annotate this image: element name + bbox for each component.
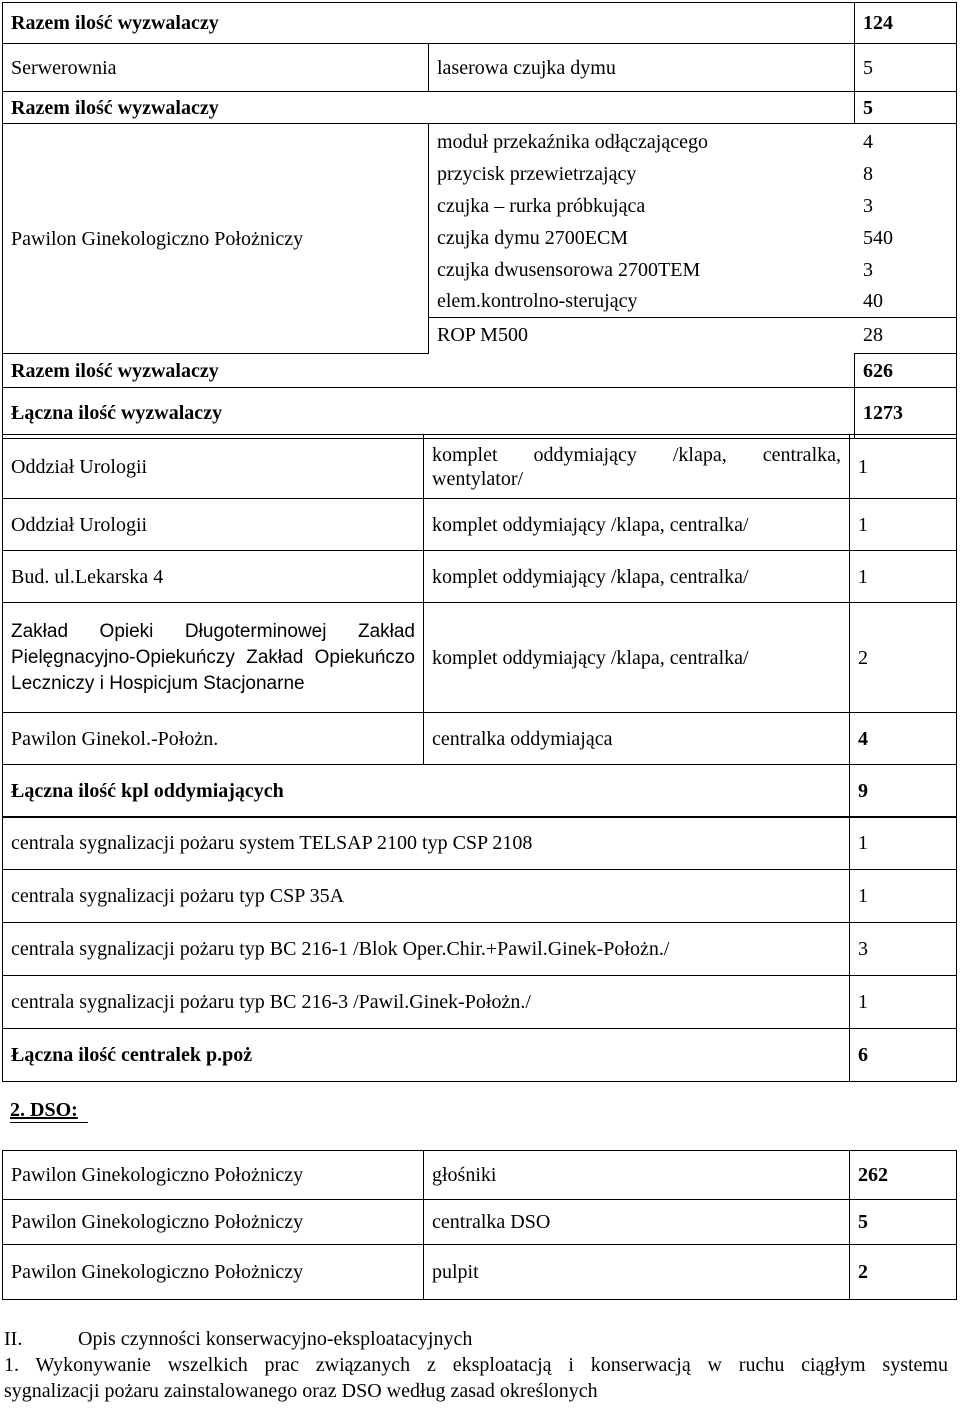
location-cell: Zakład Opieki Długoterminowej Zakład Pielęgnacyjno-Opiekuńczy Zakład Opiekuńczo Leczniczy i Hospicjum Stacjonarne [3,603,424,713]
section-paragraph-line1: 1. Wykonywanie wszelkich prac związanych z eksploatacją i konserwacją w ruchu ciągłym systemu [4,1354,948,1376]
qty-cell: 4 [863,130,873,153]
subtotal-label: Razem ilość wyzwalaczy [3,92,855,124]
device-cell: przycisk przewietrzający [437,162,637,185]
device-cell: ROP M500 [429,318,855,352]
qty-cell: 3 [863,194,873,217]
total-qty: 9 [850,765,957,818]
qty-cell: 5 [855,44,957,92]
qty-cell: 2 [850,603,957,713]
qty-cell: 8 [863,162,873,185]
total-label: Łączna ilość wyzwalaczy [3,388,855,439]
subtotal-label: Razem ilość wyzwalaczy [3,354,855,388]
device-cell: czujka – rurka próbkująca [437,194,646,217]
device-cell: czujka dymu 2700ECM [437,226,629,249]
qty-cell: 1 [850,817,957,870]
dso-heading-text: 2. DSO: [10,1099,78,1121]
qty-cell: 5 [850,1200,957,1245]
device-cell: głośniki [424,1151,850,1200]
location-cell: Oddział Urologii [3,499,424,551]
location-cell: Pawilon Ginekologiczno Położniczy [3,1151,424,1200]
location-cell: Bud. ul.Lekarska 4 [3,551,424,603]
qty-cell: 262 [850,1151,957,1200]
device-cell: pulpit [424,1245,850,1300]
qty-cell: 2 [850,1245,957,1300]
qty-cell: 540 [863,226,893,249]
qty-cell: 4 [850,713,957,765]
panel-label: centrala sygnalizacji pożaru typ BC 216-3 /Pawil.Ginek-Położn./ [3,976,850,1029]
device-cell: centralka oddymiająca [424,713,850,765]
device-cell: czujka dwusensorowa 2700TEM [437,258,701,281]
dso-table [2,1150,957,1300]
location-cell: Pawilon Ginekol.-Położn. [3,713,424,765]
qty-cell: 3 [850,923,957,976]
location-cell: Pawilon Ginekologiczno Położniczy [3,1245,424,1300]
smoke-control-table [2,434,957,818]
subtotal-label: Razem ilość wyzwalaczy [3,3,855,44]
section-paragraph-line2: sygnalizacji pożaru zainstalowanego oraz DSO według zasad określonych [4,1380,598,1402]
subtotal-qty: 124 [855,3,957,44]
location-cell: Oddział Urologii [3,435,424,499]
qty-cell: 1 [850,976,957,1029]
device-cell: elem.kontrolno-sterujący [437,290,638,313]
qty-cell: 3 [863,258,873,281]
panel-label: centrala sygnalizacji pożaru system TELSAP 2100 typ CSP 2108 [3,817,850,870]
location-cell: Pawilon Ginekologiczno Położniczy [3,124,429,354]
total-qty: 1273 [855,388,957,439]
qty-cell: 1 [850,870,957,923]
location-cell: Serwerownia [3,44,429,92]
device-cell: centralka DSO [424,1200,850,1245]
panel-label: centrala sygnalizacji pożaru typ BC 216-1 /Blok Oper.Chir.+Pawil.Ginek-Położn./ [3,923,850,976]
device-cell: komplet oddymiający /klapa, centralka/ [424,499,850,551]
total-label: Łączna ilość centralek p.poż [3,1029,850,1082]
subtotal-qty: 626 [855,354,957,388]
subtotal-qty: 5 [855,92,957,124]
device-cell: moduł przekaźnika odłączającego [437,130,708,153]
section-number: II. [4,1328,23,1350]
qty-cell: 1 [850,551,957,603]
device-list [429,124,957,354]
total-qty: 6 [850,1029,957,1082]
device-cell: laserowa czujka dymu [429,44,855,92]
dso-heading [10,1098,88,1123]
device-cell: komplet oddymiający /klapa, centralka, wentylator/ [424,435,850,499]
device-cell: komplet oddymiający /klapa, centralka/ [424,551,850,603]
section-title: Opis czynności konserwacyjno-eksploatacyjnych [78,1328,473,1350]
qty-cell: 1 [850,435,957,499]
triggers-table [2,2,957,439]
device-cell: komplet oddymiający /klapa, centralka/ [424,603,850,713]
location-cell: Pawilon Ginekologiczno Położniczy [3,1200,424,1245]
qty-cell: 40 [863,290,883,313]
qty-cell: 1 [850,499,957,551]
total-label: Łączna ilość kpl oddymiających [3,765,850,818]
qty-cell: 28 [855,318,956,352]
fire-panels-table [2,816,957,1082]
panel-label: centrala sygnalizacji pożaru typ CSP 35A [3,870,850,923]
